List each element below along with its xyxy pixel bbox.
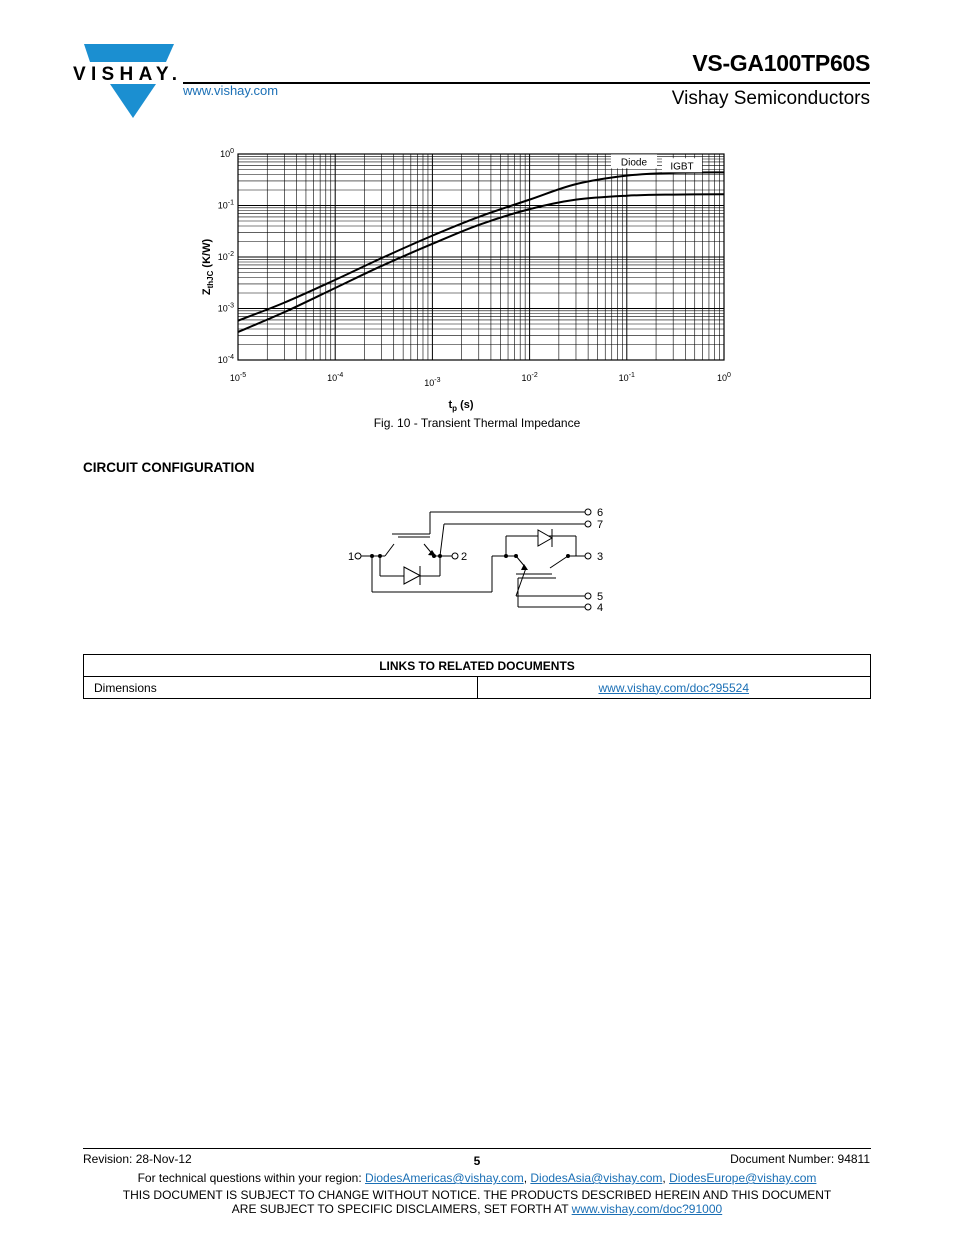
disclaimer-link[interactable]: www.vishay.com/doc?91000 xyxy=(571,1202,723,1216)
x-tick-label: $10^0$ xyxy=(717,372,731,383)
revision-date: Revision: 28-Nov-12 xyxy=(83,1152,192,1166)
email-europe-link[interactable]: DiodesEurope@vishay.com xyxy=(669,1171,817,1185)
x-tick-label: $10^{-3}$ xyxy=(424,377,441,388)
x-axis-label: $t_p$ (s) xyxy=(448,399,474,413)
footer-contact xyxy=(0,1171,954,1185)
email-americas-link[interactable]: DiodesAmericas@vishay.com xyxy=(365,1171,524,1185)
related-documents-table xyxy=(83,654,871,699)
terminal-4-label: 4 xyxy=(597,602,604,614)
terminal-5-label: 5 xyxy=(597,591,604,603)
series-line-igbt xyxy=(238,194,724,332)
series-label-diode: Diode xyxy=(620,157,648,169)
figure-caption: Fig. 10 - Transient Thermal Impedance xyxy=(373,416,581,430)
table-cell-link xyxy=(477,677,871,699)
chart-canvas xyxy=(190,140,750,415)
page-number: 5 xyxy=(473,1154,481,1168)
dimensions-doc-link[interactable]: www.vishay.com/doc?95524 xyxy=(598,680,750,695)
x-tick-label: $10^{-2}$ xyxy=(521,372,538,383)
terminal-7-label: 7 xyxy=(597,519,604,531)
circuit-diagram xyxy=(340,500,620,620)
circuit-heading: CIRCUIT CONFIGURATION xyxy=(83,460,255,475)
terminal-1-label: 1 xyxy=(348,551,355,563)
y-axis-label: $Z_{thJC}$ (K/W) xyxy=(201,238,215,296)
table-cell-label: Dimensions xyxy=(84,677,478,699)
vishay-logo xyxy=(70,42,180,120)
terminal-3-label: 3 xyxy=(597,551,604,563)
table-title: LINKS TO RELATED DOCUMENTS xyxy=(84,655,871,677)
terminal-6-label: 6 xyxy=(597,507,604,519)
document-number: Document Number: 94811 xyxy=(730,1152,870,1166)
disclaimer-text: ARE SUBJECT TO SPECIFIC DISCLAIMERS, SET FORTH AT xyxy=(231,1202,572,1216)
x-tick-label: $10^{-1}$ xyxy=(618,372,635,383)
header-divider xyxy=(183,82,870,84)
footer-divider xyxy=(83,1148,871,1149)
x-tick-label: $10^{-4}$ xyxy=(327,372,344,383)
table-header-row xyxy=(84,655,871,677)
separator: , xyxy=(523,1171,531,1185)
y-tick-label: $10^{-2}$ xyxy=(217,251,234,262)
site-url-link[interactable]: www.vishay.com xyxy=(183,83,279,98)
part-number: VS-GA100TP60S xyxy=(692,50,870,76)
contact-prefix: For technical questions within your region: xyxy=(137,1171,366,1185)
disclaimer-line-2 xyxy=(0,1202,954,1216)
company-name: Vishay Semiconductors xyxy=(671,88,870,109)
logo-text: VISHAY. xyxy=(73,64,177,85)
chart-grid xyxy=(238,154,724,360)
separator: , xyxy=(662,1171,670,1185)
transient-thermal-impedance-chart xyxy=(190,140,750,415)
disclaimer-line-1: THIS DOCUMENT IS SUBJECT TO CHANGE WITHOUT NOTICE. THE PRODUCTS DESCRIBED HEREIN AND THIS DOCUMENT xyxy=(122,1188,832,1202)
x-tick-label: $10^{-5}$ xyxy=(229,372,247,383)
chart-tick-labels xyxy=(218,148,731,388)
y-tick-label: $10^{-4}$ xyxy=(217,354,234,365)
table-row xyxy=(84,677,871,699)
y-tick-label: $10^{-3}$ xyxy=(217,302,234,314)
y-tick-label: $10^0$ xyxy=(220,148,234,159)
y-tick-label: $10^{-1}$ xyxy=(217,199,234,211)
series-label-igbt: IGBT xyxy=(670,161,694,173)
footer-disclaimer xyxy=(0,1188,954,1216)
terminal-2-label: 2 xyxy=(461,551,468,563)
email-asia-link[interactable]: DiodesAsia@vishay.com xyxy=(530,1171,663,1185)
